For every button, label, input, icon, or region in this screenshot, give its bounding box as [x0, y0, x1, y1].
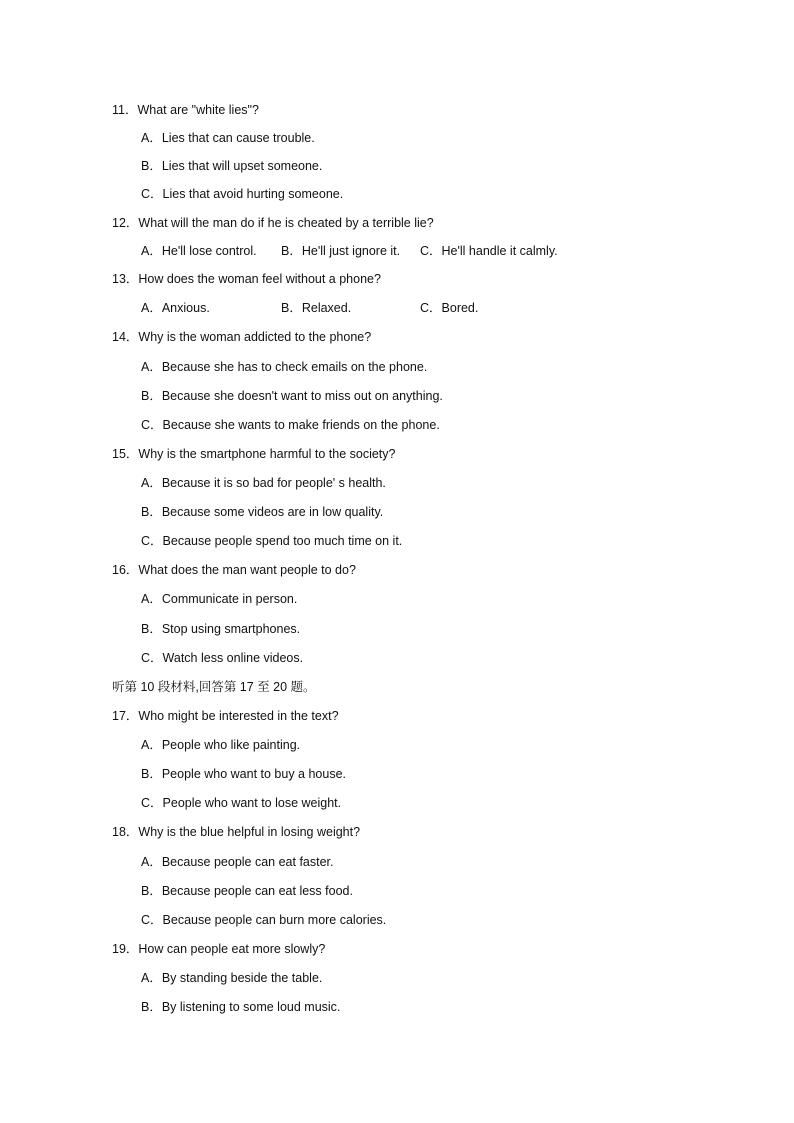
- option-16b: [141, 621, 300, 637]
- question-number: 18．: [112, 825, 139, 839]
- option-text: Because people can eat less food.: [161, 884, 353, 898]
- question-15: [112, 446, 395, 462]
- question-number: 11．: [112, 103, 138, 117]
- option-13c: [420, 300, 478, 316]
- question-18: [112, 824, 360, 840]
- option-16c: [141, 650, 303, 666]
- question-16: [112, 562, 356, 578]
- question-number: 19．: [112, 942, 139, 956]
- option-17c: [141, 795, 341, 811]
- option-letter: A．: [141, 301, 162, 315]
- question-text: What does the man want people to do?: [138, 563, 356, 577]
- option-text: Because she doesn't want to miss out on anything.: [161, 389, 443, 403]
- question-number: 17．: [112, 709, 139, 723]
- option-15c: [141, 533, 402, 549]
- option-letter: B．: [281, 301, 302, 315]
- option-letter: A．: [141, 855, 162, 869]
- option-text: Bored.: [441, 301, 479, 315]
- options-row-13: [0, 300, 794, 316]
- option-text: Lies that avoid hurting someone.: [162, 187, 344, 201]
- option-text: Because people can burn more calories.: [162, 913, 387, 927]
- option-letter: A．: [141, 360, 162, 374]
- option-letter: B．: [141, 767, 162, 781]
- question-17: [112, 708, 339, 724]
- option-12b: [281, 243, 400, 259]
- option-18c: [141, 912, 386, 928]
- question-number: 13．: [112, 272, 139, 286]
- option-12c: [420, 243, 558, 259]
- question-19: [112, 941, 325, 957]
- option-text: Because she has to check emails on the phone.: [161, 360, 428, 374]
- option-letter: B．: [141, 884, 162, 898]
- option-text: Because it is so bad for people' s health.: [161, 476, 386, 490]
- option-letter: C．: [141, 187, 163, 201]
- option-15b: [141, 504, 383, 520]
- option-text: He'll lose control.: [161, 244, 257, 258]
- option-13b: [281, 300, 351, 316]
- option-letter: B．: [141, 622, 162, 636]
- question-text: How does the woman feel without a phone?: [138, 272, 381, 286]
- question-14: [112, 329, 371, 345]
- option-letter: A．: [141, 592, 162, 606]
- question-text: Why is the blue helpful in losing weight?: [138, 825, 361, 839]
- option-letter: A．: [141, 244, 162, 258]
- option-letter: C．: [420, 244, 442, 258]
- option-letter: C．: [141, 913, 163, 927]
- option-text: Because some videos are in low quality.: [161, 505, 384, 519]
- option-15a: [141, 475, 386, 491]
- question-11: [112, 102, 259, 118]
- option-14a: [141, 359, 427, 375]
- question-13: [112, 271, 381, 287]
- option-18a: [141, 854, 334, 870]
- options-row-12: [0, 243, 794, 259]
- option-11b: [141, 158, 322, 174]
- option-letter: B．: [141, 505, 162, 519]
- option-text: Watch less online videos.: [162, 651, 304, 665]
- option-text: Lies that will upset someone.: [161, 159, 323, 173]
- question-text: Why is the smartphone harmful to the society?: [138, 447, 396, 461]
- option-text: By standing beside the table.: [161, 971, 323, 985]
- option-17a: [141, 737, 300, 753]
- option-12a: [141, 243, 257, 259]
- option-letter: B．: [141, 159, 162, 173]
- question-number: 16．: [112, 563, 139, 577]
- question-text: Who might be interested in the text?: [138, 709, 339, 723]
- question-text: How can people eat more slowly?: [138, 942, 326, 956]
- option-text: Because people spend too much time on it.: [162, 534, 403, 548]
- option-text: Communicate in person.: [161, 592, 298, 606]
- question-number: 14．: [112, 330, 139, 344]
- option-14c: [141, 417, 440, 433]
- option-19a: [141, 970, 322, 986]
- option-letter: A．: [141, 971, 162, 985]
- option-text: He'll handle it calmly.: [441, 244, 558, 258]
- option-text: People who want to lose weight.: [162, 796, 342, 810]
- question-number: 12．: [112, 216, 139, 230]
- option-text: Relaxed.: [301, 301, 352, 315]
- option-text: He'll just ignore it.: [301, 244, 401, 258]
- option-14b: [141, 388, 443, 404]
- option-text: People who want to buy a house.: [161, 767, 346, 781]
- option-19b: [141, 999, 340, 1015]
- option-letter: B．: [281, 244, 302, 258]
- option-letter: A．: [141, 738, 162, 752]
- section-instruction: 听第 10 段材料,回答第 17 至 20 题。: [112, 680, 316, 694]
- option-13a: [141, 300, 210, 316]
- option-letter: C．: [141, 418, 163, 432]
- option-text: Anxious.: [161, 301, 210, 315]
- question-12: [112, 215, 434, 231]
- option-text: Lies that can cause trouble.: [161, 131, 315, 145]
- option-16a: [141, 591, 297, 607]
- question-number: 15．: [112, 447, 139, 461]
- option-11c: [141, 186, 343, 202]
- option-text: Because people can eat faster.: [161, 855, 334, 869]
- option-letter: A．: [141, 476, 162, 490]
- option-text: People who like painting.: [161, 738, 301, 752]
- option-17b: [141, 766, 346, 782]
- option-18b: [141, 883, 353, 899]
- option-letter: C．: [141, 796, 163, 810]
- option-letter: C．: [420, 301, 442, 315]
- question-text: What will the man do if he is cheated by a terrible lie?: [138, 216, 434, 230]
- question-text: What are "white lies"?: [137, 103, 259, 117]
- option-text: Stop using smartphones.: [161, 622, 301, 636]
- option-letter: A．: [141, 131, 162, 145]
- option-11a: [141, 130, 315, 146]
- option-text: Because she wants to make friends on the phone.: [162, 418, 440, 432]
- option-letter: C．: [141, 651, 163, 665]
- option-letter: C．: [141, 534, 163, 548]
- option-letter: B．: [141, 1000, 162, 1014]
- option-text: By listening to some loud music.: [161, 1000, 341, 1014]
- option-letter: B．: [141, 389, 162, 403]
- question-text: Why is the woman addicted to the phone?: [138, 330, 372, 344]
